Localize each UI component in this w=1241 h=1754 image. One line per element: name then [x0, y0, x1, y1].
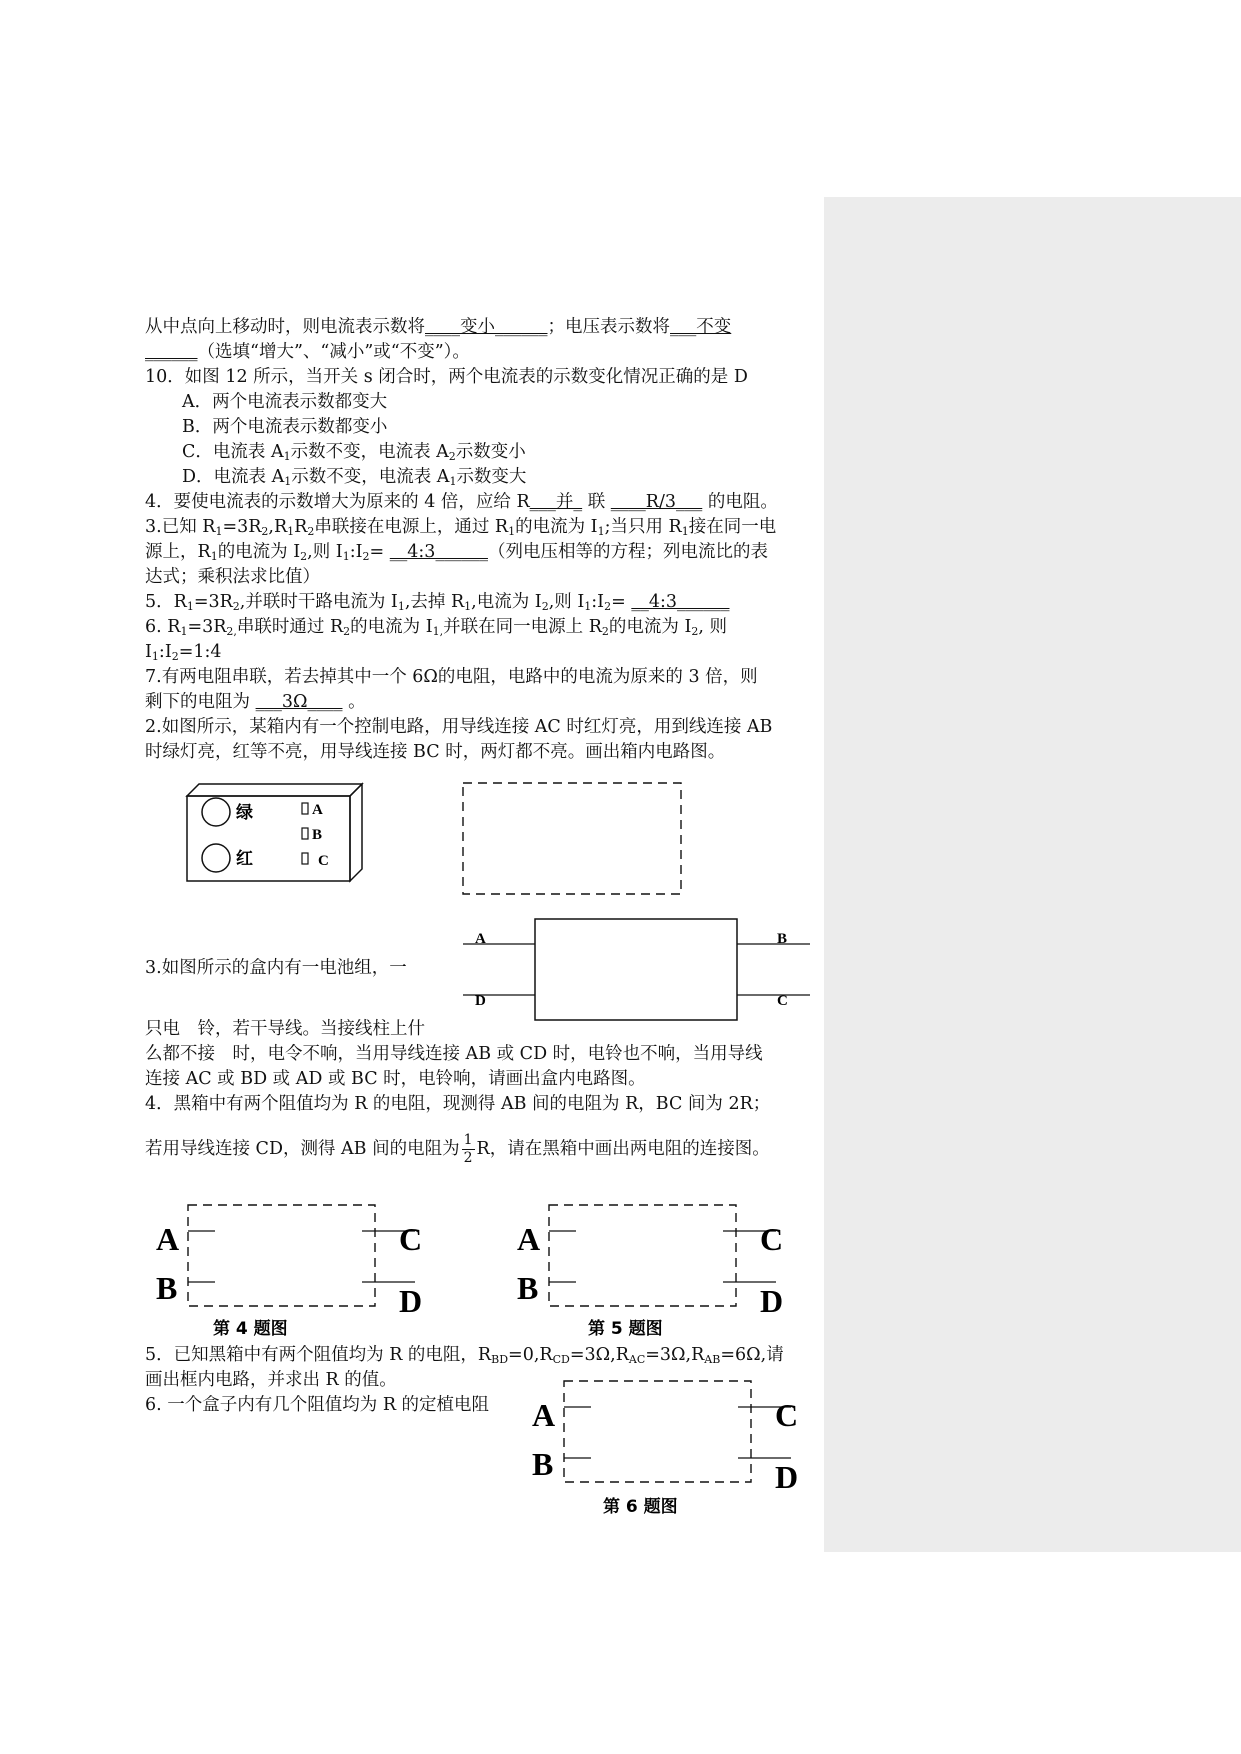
green-label: 绿: [236, 803, 253, 823]
terminal-d-label: D: [399, 1283, 423, 1319]
terminal-a-label: A: [475, 931, 486, 947]
figure-5: [517, 1205, 783, 1339]
terminal-icon: [302, 853, 308, 864]
terminal-a-label: A: [312, 802, 323, 818]
terminal-d-label: D: [760, 1283, 784, 1319]
terminal-c-label: C: [777, 993, 788, 1009]
terminal-a-label: A: [532, 1397, 556, 1433]
question-3c: 达式；乘积法求比值）: [145, 567, 320, 587]
fraction: $\frac{1}{2}$: [463, 1132, 473, 1166]
question-2b: 时绿灯亮，红等不亮，用导线连接 BC 时，两灯都不亮。画出箱内电路图。: [145, 742, 726, 762]
question-3d: 只电 铃，若干导线。当接线柱上什: [145, 1019, 425, 1039]
terminal-b-label: B: [777, 931, 788, 947]
answer-box-dashed: [463, 783, 681, 894]
terminal-icon: [302, 803, 308, 814]
question-2a: 2.如图所示，某箱内有一个控制电路，用导线连接 AC 时红灯亮，用到线连接 AB: [145, 717, 773, 737]
text-line: 从中点向上移动时，则电流表示数将____变小______；电压表示数将___不变: [145, 317, 732, 337]
red-lamp-icon: [202, 844, 230, 872]
terminal-b-label: B: [312, 827, 323, 843]
option-b: B．两个电流表示数都变小: [182, 417, 388, 437]
terminal-a-label: A: [517, 1221, 541, 1257]
terminal-a-label: A: [156, 1221, 180, 1257]
question-3-box: 3.如图所示的盒内有一电池组，一: [145, 958, 407, 978]
question-4-black-box: 4．黑箱中有两个阻值均为 R 的电阻，现测得 AB 间的电阻为 R，BC 间为 2R；: [145, 1094, 771, 1114]
figure-6: [532, 1381, 798, 1517]
green-lamp-icon: [202, 798, 230, 826]
figure-caption: 第 6 题图: [603, 1497, 678, 1517]
lamp-panel-figure: [187, 784, 362, 881]
terminal-b-label: B: [517, 1270, 539, 1306]
question-4b: 若用导线连接 CD，测得 AB 间的电阻为 $\frac{1}{2}$ R，请在黑箱中画出两电阻的连接图。: [145, 1132, 770, 1166]
question-6-box: 6. 一个盒子内有几个阻值均为 R 的定植电阻: [145, 1395, 490, 1415]
question-3e: 么都不接 时，电令不响，当用导线连接 AB 或 CD 时，电铃也不响，当用导线: [145, 1044, 763, 1064]
figure-4: [156, 1205, 422, 1339]
question-7a: 7.有两电阻串联，若去掉其中一个 6Ω的电阻，电路中的电流为原来的 3 倍，则: [145, 667, 758, 687]
terminal-c-label: C: [760, 1221, 784, 1257]
question-3b: 源上，$R_1$的电流为 $I_2$,则 $I_1:I_2=$ __4:3______（列电压相等的方程；列电流比的表: [145, 542, 768, 563]
terminal-b-label: B: [532, 1446, 554, 1482]
question-10: 10．如图 12 所示，当开关 s 闭合时，两个电流表的示数变化情况正确的是 D: [145, 367, 748, 387]
battery-box-figure: [463, 919, 810, 1020]
terminal-icon: [302, 828, 308, 839]
text-line: ______（选填“增大”、“减小”或“不变”）。: [145, 342, 470, 362]
question-4a: 4．要使电流表的示数增大为原来的 4 倍，应给 R___并_ 联 ____R/3___ 的电阻。: [145, 492, 778, 512]
terminal-c-label: C: [318, 853, 329, 869]
terminal-d-label: D: [475, 993, 486, 1009]
question-5: 5．$R_1=3R_2$,并联时干路电流为 $I_1$,去掉 $R_1$,电流为 $I_2$,则 $I_1:I_2=$ __4:3______: [145, 592, 730, 613]
question-6b: $I_1:I_2=1:4$: [145, 642, 222, 663]
terminal-c-label: C: [399, 1221, 423, 1257]
question-6a: 6. $R_1=3R_{2,}$串联时通过 $R_2$的电流为 $I_{1,}$并联在同一电源上 $R_2$的电流为 $I_2$, 则: [145, 617, 728, 638]
question-3f: 连接 AC 或 BD 或 AD 或 BC 时，电铃响，请画出盒内电路图。: [145, 1069, 646, 1089]
terminal-c-label: C: [775, 1397, 799, 1433]
question-7b: 剩下的电阻为 ___3Ω____ 。: [145, 692, 366, 712]
option-a: A．两个电流表示数都变大: [182, 392, 388, 412]
figure-caption: 第 5 题图: [588, 1319, 663, 1339]
figure-caption: 第 4 题图: [213, 1319, 288, 1339]
option-d: D．电流表 $A_1$示数不变，电流表 $A_1$示数变大: [182, 467, 527, 488]
terminal-d-label: D: [775, 1459, 799, 1495]
question-3a: 3.已知 $R_1=3R_2,R_1R_2$串联接在电源上，通过 $R_1$的电流为 $I_1$;当只用 $R_1$接在同一电: [145, 517, 777, 538]
terminal-b-label: B: [156, 1270, 178, 1306]
question-5-black-box: 5．已知黑箱中有两个阻值均为 R 的电阻，$R_{BD}=0,R_{CD}=3\Omega,R_{AC}=3\Omega,R_{AB}=6\Omega$,请: [145, 1345, 784, 1366]
option-c: C．电流表 $A_1$示数不变，电流表 $A_2$示数变小: [182, 442, 526, 463]
question-5b: 画出框内电路，并求出 R 的值。: [145, 1370, 397, 1390]
red-label: 红: [236, 849, 253, 869]
